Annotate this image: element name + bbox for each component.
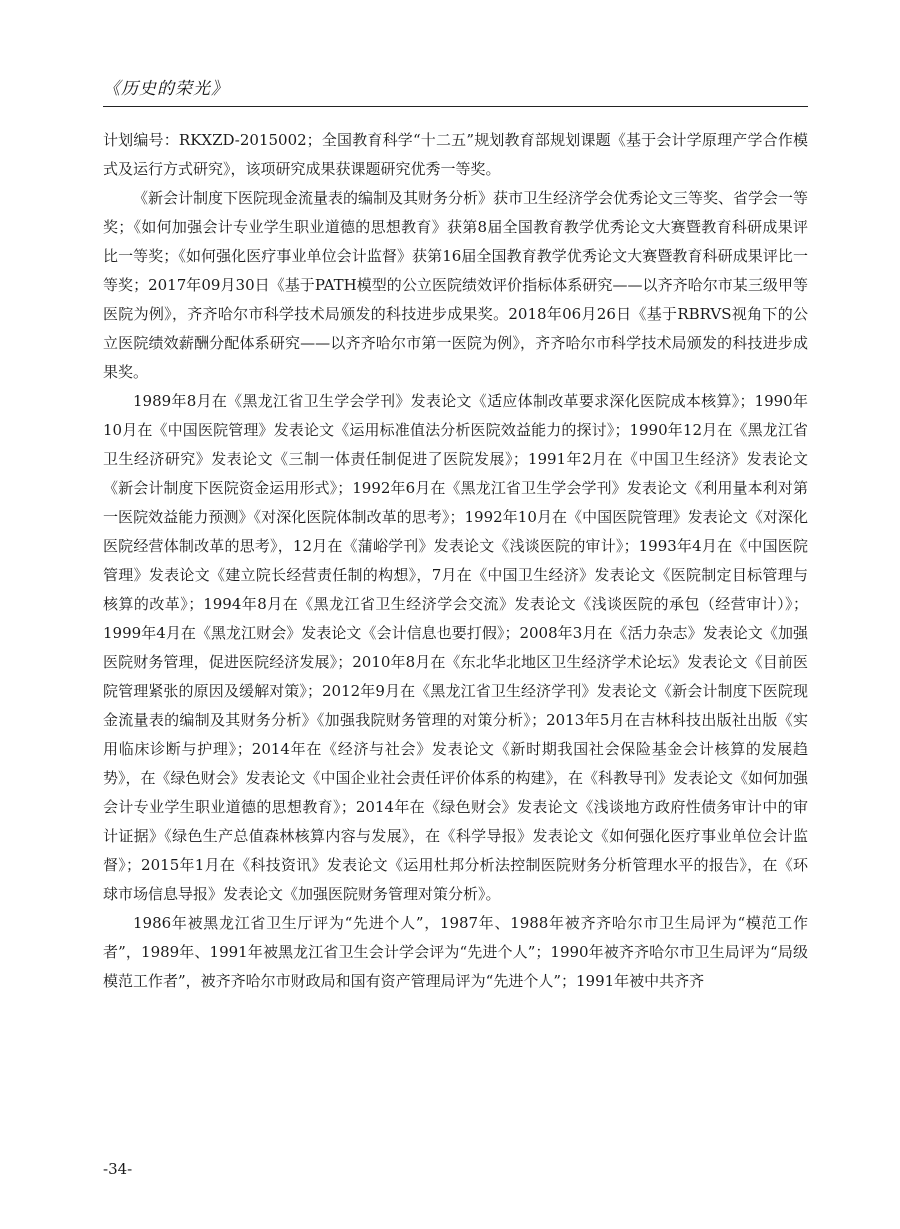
paragraph-continuation: 计划编号：RKXZD-2015002；全国教育科学“十二五”规划教育部规划课题《基于会计学原理产学合作模式及运行方式研究》，该项研究成果获课题研究优秀一等奖。 — [103, 131, 808, 178]
paragraph-awards: 《新会计制度下医院现金流量表的编制及其财务分析》获市卫生经济学会优秀论文三等奖、省学会一等奖；《如何加强会计专业学生职业道德的思想教育》获第8届全国教育教学优秀论文大赛暨教育科研成果评比一等奖；《如何强化医疗事业单位会计监督》获第16届全国教育教学优秀论文大赛暨教育科研成果评比一等奖；2017年09月30日《基于PATH模型的公立医院绩效评价指标体系研究——以齐齐哈尔市某三级甲等医院为例》，齐齐哈尔市科学技术局颁发的科技进步成果奖。2018年06月26日《基于RBRVS视角下的公立医院绩效薪酬分配体系研究——以齐齐哈尔市第一医院为例》，齐齐哈尔市科学技术局颁发的科技进步成果奖。 — [103, 189, 809, 381]
page-number: -34- — [103, 1160, 133, 1178]
paragraph-honors: 1986年被黑龙江省卫生厅评为“先进个人”，1987年、1988年被齐齐哈尔市卫生局评为“模范工作者”，1989年、1991年被黑龙江省卫生会计学会评为“先进个人”；1990年被齐齐哈尔市卫生局评为“局级模范工作者”，被齐齐哈尔市财政局和国有资产管理局评为“先进个人”；1991年被中共齐齐 — [103, 914, 808, 990]
body-text — [103, 126, 808, 996]
running-header: 《历史的荣光》 — [103, 79, 229, 99]
header-divider — [103, 106, 808, 107]
paragraph-publications: 1989年8月在《黑龙江省卫生学会学刊》发表论文《适应体制改革要求深化医院成本核算》；1990年10月在《中国医院管理》发表论文《运用标准值法分析医院效益能力的探讨》；1990年12月在《黑龙江省卫生经济研究》发表论文《三制一体责任制促进了医院发展》；1991年2月在《中国卫生经济》发表论文《新会计制度下医院资金运用形式》；1992年6月在《黑龙江省卫生学会学刊》发表论文《利用量本利对第一医院效益能力预测》《对深化医院体制改革的思考》；1992年10月在《中国医院管理》发表论文《对深化医院经营体制改革的思考》，12月在《蒲峪学刊》发表论文《浅谈医院的审计》；1993年4月在《中国医院管理》发表论文《建立院长经营责任制的构想》，7月在《中国卫生经济》发表论文《医院制定目标管理与核算的改革》；1994年8月在《黑龙江省卫生经济学会交流》发表论文《浅谈医院的承包（经营审计）》；1999年4月在《黑龙江财会》发表论文《会计信息也要打假》；2008年3月在《活力杂志》发表论文《加强医院财务管理，促进医院经济发展》；2010年8月在《东北华北地区卫生经济学术论坛》发表论文《目前医院管理紧张的原因及缓解对策》；2012年9月在《黑龙江省卫生经济学刊》发表论文《新会计制度下医院现金流量表的编制及其财务分析》《加强我院财务管理的对策分析》；2013年5月在吉林科技出版社出版《实用临床诊断与护理》；2014年在《经济与社会》发表论文《新时期我国社会保险基金会计核算的发展趋势》，在《绿色财会》发表论文《中国企业社会责任评价体系的构建》，在《科教导刊》发表论文《如何加强会计专业学生职业道德的思想教育》；2014年在《绿色财会》发表论文《浅谈地方政府性债务审计中的审计证据》《绿色生产总值森林核算内容与发展》，在《科学导报》发表论文《如何强化医疗事业单位会计监督》；2015年1月在《科技资讯》发表论文《运用杜邦分析法控制医院财务分析管理水平的报告》，在《环球市场信息导报》发表论文《加强医院财务管理对策分析》。 — [103, 392, 809, 903]
